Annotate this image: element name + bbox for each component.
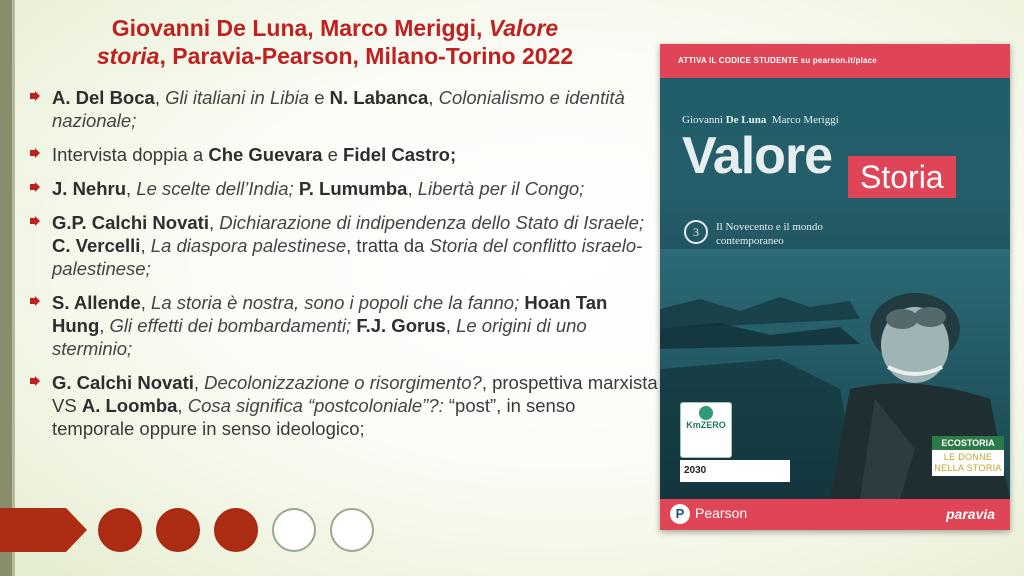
bullet-text-part: Dichiarazione di indipendenza dello Stato di Israele; [219, 212, 644, 233]
bullet-item [30, 86, 660, 132]
bullet-text-part: C. Vercelli [52, 235, 141, 256]
bullet-text-part: , [126, 178, 137, 199]
progress-dot-empty [330, 508, 374, 552]
title-publisher: , Paravia-Pearson, Milano-Torino 2022 [159, 43, 574, 69]
bullet-text-part: , [140, 235, 151, 256]
bullet-text-part: , [445, 315, 457, 336]
bullet-text-part: Gli italiani in Libia [165, 87, 310, 108]
book-author1-last: De Luna [725, 114, 767, 126]
title-authors: Giovanni De Luna, Marco Meriggi, [111, 15, 489, 41]
bullet-text-part: Storia del conflitto israelo-palestinese; [52, 235, 643, 279]
slide-left-bar-accent [12, 0, 15, 576]
bullet-text-part: e [322, 144, 344, 165]
paravia-label: paravia [946, 506, 996, 522]
bullet-text-part: G. Calchi Novati [52, 372, 194, 393]
book-author2-last: Meriggi [803, 114, 839, 126]
book-title-main: Valore [682, 127, 833, 185]
bullet-text-part: S. Allende [52, 292, 141, 313]
slide-title [40, 14, 630, 70]
kmzero-label: KmZERO [686, 420, 726, 430]
progress-dot-filled [214, 508, 258, 552]
bullet-text-part: J. Nehru [52, 178, 127, 199]
bullet-item [30, 143, 660, 166]
bullet-text-part: , [428, 87, 439, 108]
book-volume-number: 3 [684, 220, 708, 244]
bullet-text-part: F.J. Gorus [356, 315, 446, 336]
bullet-text-part: , [407, 178, 418, 199]
bullet-text-part: , prospettiva marxista VS [52, 372, 658, 416]
title-book-part1: Valore [488, 15, 559, 41]
bullet-text-part: , [140, 292, 152, 313]
bullet-text-part: , [177, 395, 188, 416]
agenda-2030-badge: 2030 [680, 460, 790, 482]
bullet-text-part: A. Del Boca [52, 87, 155, 108]
bullet-arrow-icon [30, 376, 40, 386]
progress-dot-empty [272, 508, 316, 552]
bullet-text-part: Gli effetti dei bombardamenti; [109, 315, 352, 336]
slide-left-bar [0, 0, 12, 576]
book-volume-text: Il Novecento e il mondo contemporaneo [716, 221, 823, 247]
bullet-text-part: La storia è nostra, sono i popoli che la fanno; [151, 292, 520, 313]
bullet-item [30, 177, 660, 200]
bullet-arrow-icon [30, 216, 40, 226]
bullet-text-part: , [154, 87, 166, 108]
pearson-label: Pearson [695, 505, 748, 521]
bullet-arrow-icon [30, 182, 40, 192]
bullet-text-part: P. Lumumba [298, 178, 408, 199]
bullet-arrow-icon [30, 296, 40, 306]
book-cover [660, 44, 1010, 530]
kmzero-badge [680, 402, 732, 458]
bullet-text-part: Hoan Tan Hung [52, 292, 608, 336]
bullet-item [30, 291, 660, 360]
bullet-text-part: Le scelte dell’India; [136, 178, 294, 199]
bullet-text-part: Le origini di uno sterminio; [52, 315, 587, 359]
bullet-text-part: , tratta da [346, 235, 430, 256]
ecostoria-label: ECOSTORIA [932, 436, 1004, 450]
bullet-text-part: e [309, 87, 330, 108]
book-title-sub: Storia [848, 156, 956, 198]
book-activation-text: ATTIVA IL CODICE STUDENTE su pearson.it/place [678, 56, 877, 65]
bullet-text-part: N. Labanca [329, 87, 429, 108]
bullet-text-part: Intervista doppia a [52, 144, 209, 165]
bullet-text-part: Colonialismo e identità nazionale; [52, 87, 625, 131]
bullet-text-part: Decolonizzazione o risorgimento? [204, 372, 482, 393]
progress-dot-filled [98, 508, 142, 552]
book-authors [682, 114, 839, 126]
bullet-item [30, 371, 660, 440]
bullet-arrow-icon [30, 91, 40, 101]
bullet-text-part: Cosa significa “postcoloniale”?: [187, 395, 444, 416]
bullet-text-part: “post”, in senso temporale oppure in senso ideologico; [52, 395, 576, 439]
donne-storia-label: LE DONNE NELLA STORIA [934, 452, 1002, 473]
bullet-text-part: Che Guevara [208, 144, 323, 165]
pearson-logo-icon: P [670, 504, 690, 524]
bullet-text-part: Libertà per il Congo; [417, 178, 585, 199]
bullet-item [30, 211, 660, 280]
bullet-text-part: A. Loomba [81, 395, 178, 416]
bullet-text-part: La diaspora palestinese [150, 235, 347, 256]
book-top-band [660, 44, 1010, 78]
bullet-list [30, 86, 660, 451]
bullet-text-part: , [208, 212, 220, 233]
bullet-arrow-icon [30, 148, 40, 158]
kmzero-icon [699, 406, 713, 420]
progress-arrow-shape [0, 508, 87, 552]
title-book-part2: storia [96, 43, 160, 69]
book-author2-first: Marco [771, 114, 801, 126]
bullet-text-part: Fidel Castro; [343, 144, 457, 165]
bullet-text-part: , [99, 315, 110, 336]
bullet-text-part: , [193, 372, 205, 393]
progress-dot-filled [156, 508, 200, 552]
bullet-text-part: G.P. Calchi Novati [52, 212, 209, 233]
book-author1-first: Giovanni [682, 114, 723, 126]
